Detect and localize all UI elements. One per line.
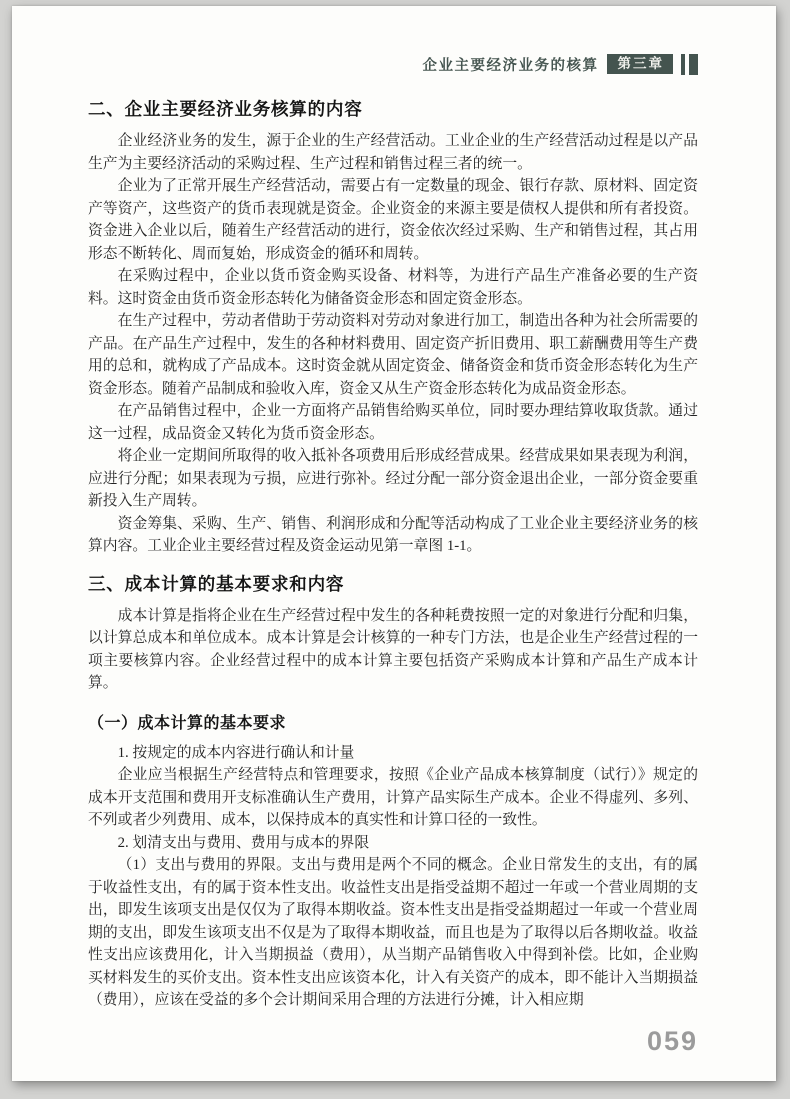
paragraph: 企业为了正常开展生产经营活动，需要占有一定数量的现金、银行存款、原材料、固定资产等资产，这些资产的货币表现就是资金。企业资金的来源主要是债权人提供和所有者投资。资金进入企业以后，随着生产经营活动的进行，资金依次经过采购、生产和销售过程，其占用形态不断转化、周而复始，形成资金的循环和周转。	[88, 178, 698, 262]
paragraph: 在产品销售过程中，企业一方面将产品销售给购买单位，同时要办理结算收取货款。通过这一过程，成品资金又转化为货币资金形态。	[88, 403, 698, 442]
header-chapter-title: 企业主要经济业务的核算	[422, 57, 599, 74]
paragraph: 企业经济业务的发生，源于企业的生产经营活动。工业企业的生产经营活动过程是以产品生产为主要经济活动的采购过程、生产过程和销售过程三者的统一。	[88, 133, 698, 172]
page-number: 059	[646, 1026, 698, 1056]
book-page	[12, 6, 776, 1081]
paragraph: 资金筹集、采购、生产、销售、利润形成和分配等活动构成了工业企业主要经济业务的核算内容。工业企业主要经营过程及资金运动见第一章图 1-1。	[88, 515, 698, 554]
numbered-item: 2. 划清支出与费用、费用与成本的界限	[117, 834, 370, 851]
paragraph: （1）支出与费用的界限。支出与费用是两个不同的概念。企业日常发生的支出，有的属于收益性支出，有的属于资本性支出。收益性支出是指受益期不超过一年或一个营业周期的支出，即发生该项支出是仅仅为了取得本期收益。资本性支出是指受益期超过一年或一个营业周期的支出，即发生该项支出不仅是为了取得本期收益，而且也是为了取得以后各期收益。收益性支出应该费用化，计入当期损益（费用），从当期产品销售收入中得到补偿。比如，企业购买材料发生的买价支出。资本性支出应该资本化，计入有关资产的成本，即不能计入当期损益（费用），应该在受益的多个会计期间采用合理的方法进行分摊，计入相应期	[88, 857, 698, 1008]
paragraph: 企业应当根据生产经营特点和管理要求，按照《企业产品成本核算制度（试行）》规定的成本开支范围和费用开支标准确认生产费用，计算产品实际生产成本。企业不得虚列、多列、不列或者少列费用、成本，以保持成本的真实性和计算口径的一致性。	[88, 767, 698, 828]
subsection-heading-1: （一）成本计算的基本要求	[88, 714, 287, 732]
paragraph: 在采购过程中，企业以货币资金购买设备、材料等，为进行产品生产准备必要的生产资料。这时资金由货币资金形态转化为储备资金形态和固定资金形态。	[88, 268, 698, 307]
decor-bar-thick	[689, 54, 698, 75]
header-decor-bars	[681, 54, 698, 75]
paragraph: 将企业一定期间所取得的收入抵补各项费用后形成经营成果。经营成果如果表现为利润，应进行分配；如果表现为亏损，应进行弥补。经过分配一部分资金退出企业，一部分资金要重新投入生产周转。	[88, 448, 698, 509]
numbered-item: 1. 按规定的成本内容进行确认和计量	[117, 744, 355, 761]
section-heading-2: 二、企业主要经济业务核算的内容	[88, 99, 363, 119]
paragraph: 在生产过程中，劳动者借助于劳动资料对劳动对象进行加工，制造出各种为社会所需要的产品。在产品生产过程中，发生的各种材料费用、固定资产折旧费用、职工薪酬费用等生产费用的总和，就构成了产品成本。这时资金就从固定资金、储备资金和货币资金形态转化为生产资金形态。随着产品制成和验收入库，资金又从生产资金形态转化为成品资金形态。	[88, 313, 698, 397]
section-heading-3: 三、成本计算的基本要求和内容	[88, 573, 345, 594]
decor-bar-thin	[681, 54, 685, 75]
page-header	[88, 52, 698, 76]
paragraph: 成本计算是指将企业在生产经营过程中发生的各种耗费按照一定的对象进行分配和归集，以计算总成本和单位成本。成本计算是会计核算的一种专门方法，也是企业生产经营过程的一项主要核算内容。企业经营过程中的成本计算主要包括资产采购成本计算和产品生产成本计算。	[88, 607, 698, 691]
chapter-badge: 第三章	[607, 54, 674, 75]
